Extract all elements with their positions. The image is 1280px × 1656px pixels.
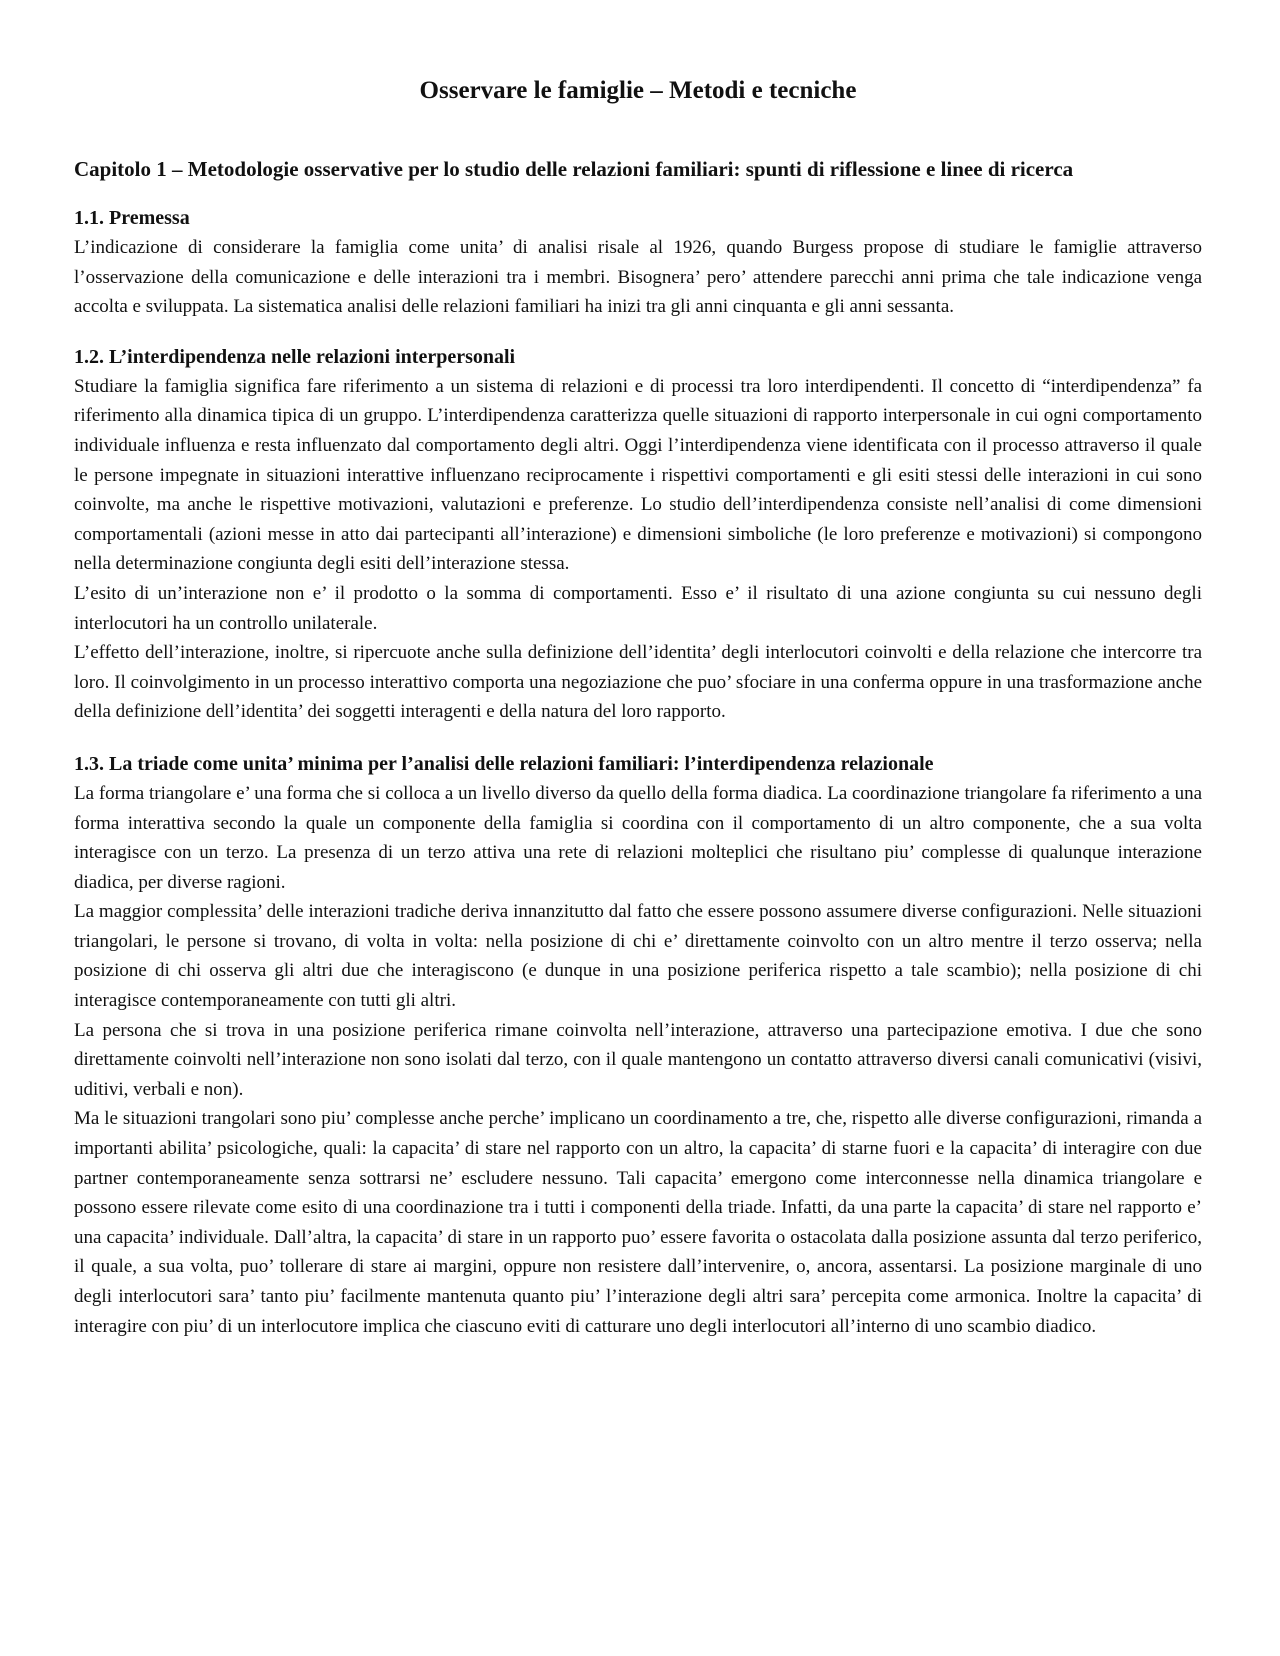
- paragraph: L’effetto dell’interazione, inoltre, si ripercuote anche sulla definizione dell’identita’ degli interlocutori coinvolti e della relazione che intercorre tra loro. Il coinvolgimento in un processo interattivo comporta una negoziazione che puo’ sfociare in una conferma oppure in una trasformazione anche della definizione dell’identita’ dei soggetti interagenti e della natura del loro rapporto.: [74, 642, 1202, 723]
- paragraph: La forma triangolare e’ una forma che si colloca a un livello diverso da quello della forma diadica. La coordinazione triangolare fa riferimento a una forma interattiva secondo la quale un componente della famiglia si coordina con il comportamento di un altro componente, che a sua volta interagisce con un terzo. La presenza di un terzo attiva una rete di relazioni molteplici che risultano piu’ complesse di qualunque interazione diadica, per diverse ragioni.: [74, 782, 1202, 893]
- paragraph: Studiare la famiglia significa fare riferimento a un sistema di relazioni e di processi tra loro interdipendenti. Il concetto di “interdipendenza” fa riferimento alla dinamica tipica di un gruppo. L’interdipendenza caratterizza quelle situazioni di rapporto interpersonale in cui ogni comportamento individuale influenza e resta influenzato dal comportamento degli altri. Oggi l’interdipendenza viene identificata con il processo attraverso il quale le persone impegnate in situazioni interattive influenzano reciprocamente i rispettivi comportamenti e gli esiti stessi delle interazioni in cui sono coinvolte, ma anche le rispettive motivazioni, valutazioni e preferenze. Lo studio dell’interdipendenza consiste nell’analisi di come dimensioni comportamentali (azioni messe in atto dai partecipanti all’interazione) e dimensioni simboliche (le loro preferenze e motivazioni) si compongono nella determinazione congiunta degli esiti dell’interazione stessa.: [74, 375, 1202, 575]
- paragraph: L’esito di un’interazione non e’ il prodotto o la somma di comportamenti. Esso e’ il risultato di una azione congiunta su cui nessuno degli interlocutori ha un controllo unilaterale.: [74, 582, 1202, 634]
- paragraph: La maggior complessita’ delle interazioni tradiche deriva innanzitutto dal fatto che essere possono assumere diverse configurazioni. Nelle situazioni triangolari, le persone si trovano, di volta in volta: nella posizione di chi e’ direttamente coinvolto con un altro mentre il terzo osserva; nella posizione di chi osserva gli altri due che interagiscono (e dunque in una posizione periferica rispetto a tale scambio); nella posizione di chi interagisce contemporaneamente con tutti gli altri.: [74, 901, 1202, 1012]
- paragraph: Ma le situazioni trangolari sono piu’ complesse anche perche’ implicano un coordinamento a tre, che, rispetto alle diverse configurazioni, rimanda a importanti abilita’ psicologiche, quali: la capacita’ di stare nel rapporto con un altro, la capacita’ di starne fuori e la capacita’ di interagire con due partner contemporaneamente senza sottrarsi ne’ escludere nessuno. Tali capacita’ emergono come interconnesse nella dinamica triangolare e possono essere rilevate come esito di una coordinazione tra i tutti i componenti della triade. Infatti, da una parte la capacita’ di stare nel rapporto e’ una capacita’ individuale. Dall’altra, la capacita’ di stare in un rapporto puo’ essere favorita o ostacolata dalla posizione assunta dal terzo periferico, il quale, a sua volta, puo’ tollerare di stare ai margini, oppure non resistere dall’intervenire, o, ancora, assentarsi. La posizione marginale di uno degli interlocutori sara’ tanto piu’ facilmente mantenuta quanto piu’ l’interazione degli altri sara’ percepita come armonica. Inoltre la capacita’ di interagire con piu’ di un interlocutore implica che ciascuno eviti di catturare uno degli interlocutori all’interno di uno scambio diadico.: [74, 1108, 1202, 1337]
- chapter-title: Capitolo 1 – Metodologie osservative per lo studio delle relazioni familiari: spunti di riflessione e linee di ricerca: [74, 157, 1074, 181]
- section-interdipendenza: [74, 343, 1202, 727]
- paragraph: La persona che si trova in una posizione periferica rimane coinvolta nell’interazione, attraverso una partecipazione emotiva. I due che sono direttamente coinvolti nell’interazione non sono isolati dal terzo, con il quale mantengono un contatto attraverso diversi canali comunicativi (visivi, uditivi, verbali e non).: [74, 1019, 1202, 1100]
- section-premessa: [74, 204, 1202, 322]
- section-triade: [74, 750, 1202, 1341]
- section-heading: 1.1. Premessa: [74, 207, 190, 229]
- document-page: [74, 0, 1202, 1341]
- paragraph: L’indicazione di considerare la famiglia come unita’ di analisi risale al 1926, quando Burgess propose di studiare le famiglie attraverso l’osservazione della comunicazione e delle interazioni tra i membri. Bisognera’ pero’ attendere parecchi anni prima che tale indicazione venga accolta e sviluppata. La sistematica analisi delle relazioni familiari ha inizi tra gli anni cinquanta e gli anni sessanta.: [74, 237, 1202, 318]
- document-title: Osservare le famiglie – Metodi e tecniche: [419, 77, 857, 104]
- section-heading: 1.3. La triade come unita’ minima per l’analisi delle relazioni familiari: l’interdipendenza relazionale: [74, 752, 934, 775]
- section-heading: 1.2. L’interdipendenza nelle relazioni interpersonali: [74, 345, 516, 368]
